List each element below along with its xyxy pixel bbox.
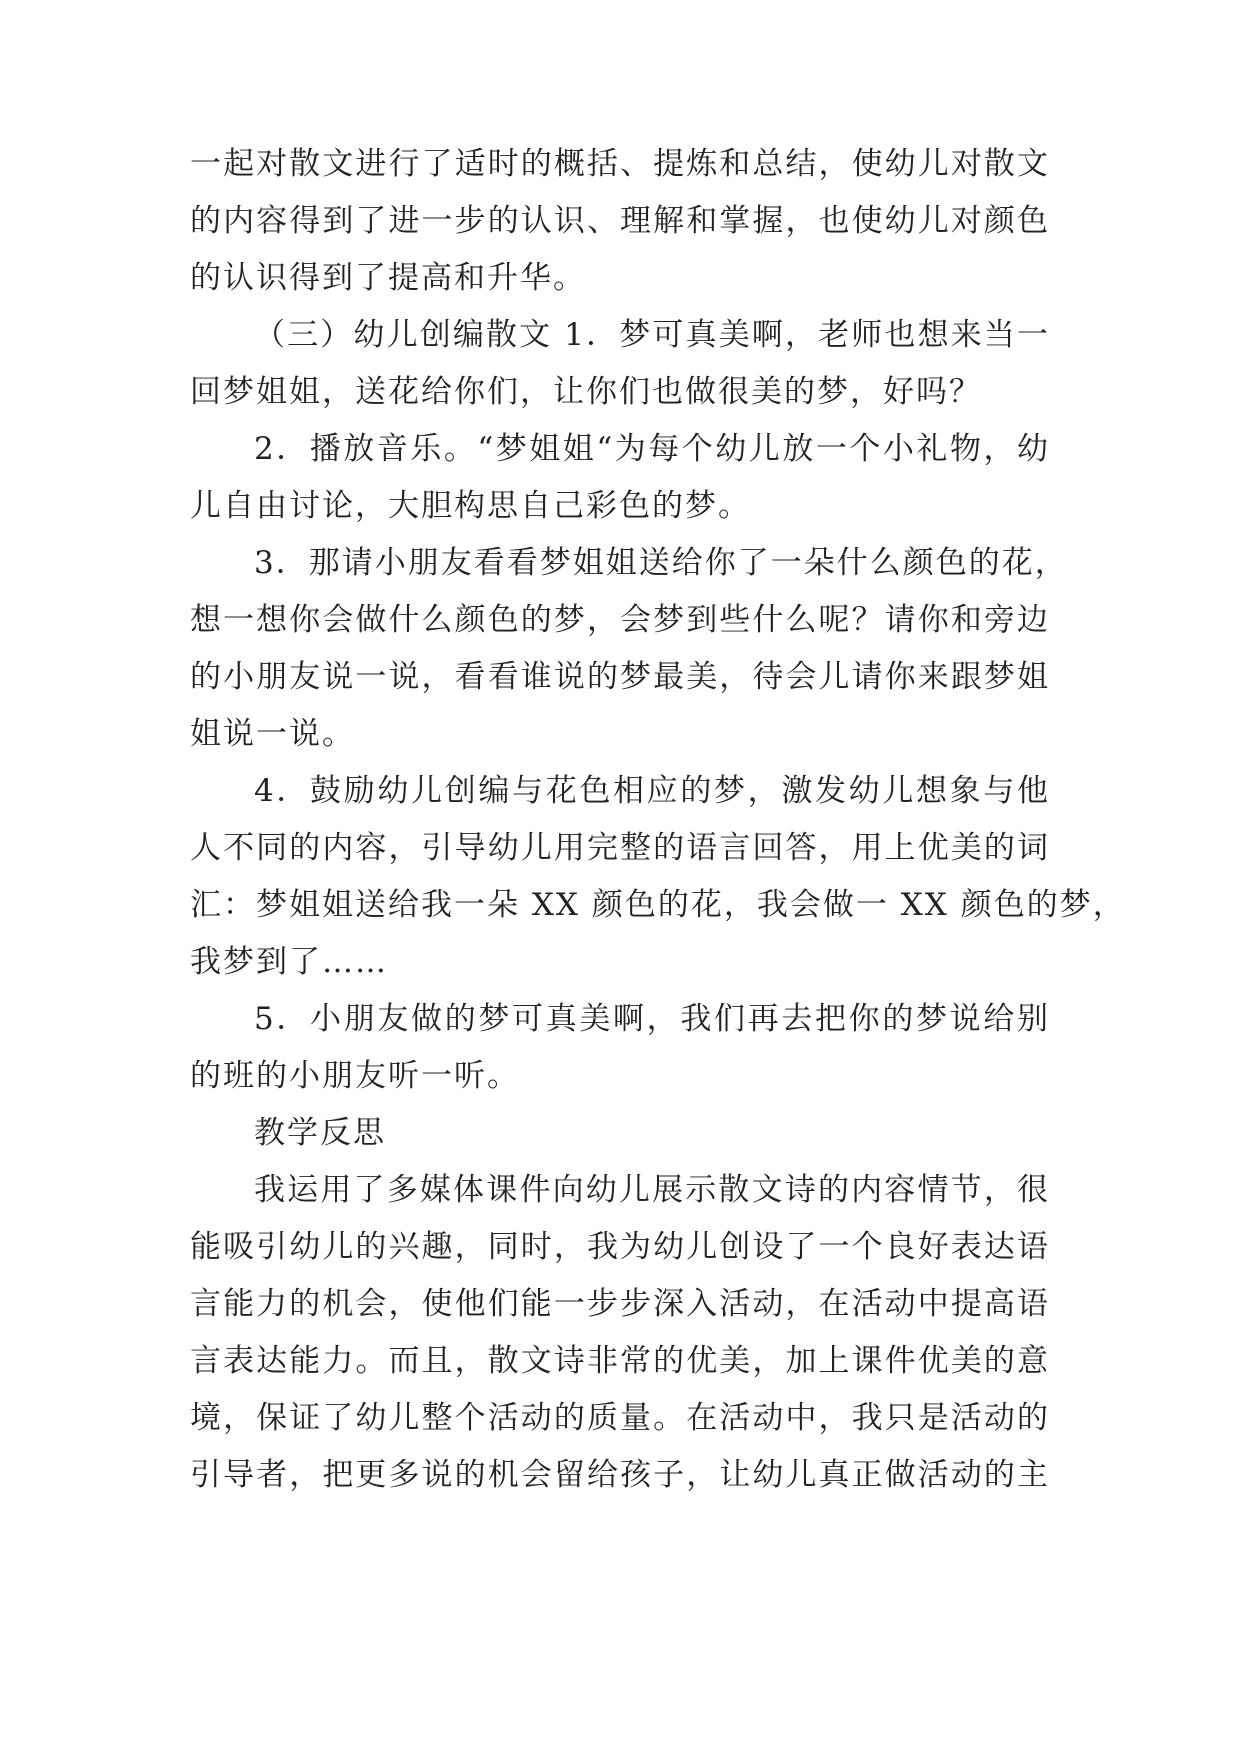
text-line: 的内容得到了进一步的认识、理解和掌握，也使幼儿对颜色 xyxy=(190,203,1050,239)
text-line: 5．小朋友做的梦可真美啊，我们再去把你的梦说给别 xyxy=(254,1001,1050,1037)
text-line: 的班的小朋友听一听。 xyxy=(190,1058,520,1094)
text-line: 回梦姐姐，送花给你们，让你们也做很美的梦，好吗？ xyxy=(190,374,982,410)
text-line: 的认识得到了提高和升华。 xyxy=(190,260,586,296)
text-line: 引导者，把更多说的机会留给孩子，让幼儿真正做活动的主 xyxy=(190,1457,1050,1493)
text-line: 姐说一说。 xyxy=(190,716,355,752)
text-line: 能吸引幼儿的兴趣，同时，我为幼儿创设了一个良好表达语 xyxy=(190,1229,1050,1265)
text-line: 我梦到了…… xyxy=(190,944,388,980)
text-line: 3．那请小朋友看看梦姐姐送给你了一朵什么颜色的花， xyxy=(254,545,1068,581)
text-line: 4．鼓励幼儿创编与花色相应的梦，激发幼儿想象与他 xyxy=(254,773,1050,809)
text-line: 2．播放音乐。“梦姐姐“为每个幼儿放一个小礼物，幼 xyxy=(254,431,1050,467)
body-text xyxy=(190,136,1126,1504)
section-heading: 教学反思 xyxy=(254,1115,386,1151)
text-line: 想一想你会做什么颜色的梦，会梦到些什么呢？请你和旁边 xyxy=(190,602,1050,638)
text-line: 一起对散文进行了适时的概括、提炼和总结，使幼儿对散文 xyxy=(190,146,1050,182)
text-line: 我运用了多媒体课件向幼儿展示散文诗的内容情节，很 xyxy=(254,1172,1050,1208)
text-line: 言能力的机会，使他们能一步步深入活动，在活动中提高语 xyxy=(190,1286,1050,1322)
text-line: 人不同的内容，引导幼儿用完整的语言回答，用上优美的词 xyxy=(190,830,1050,866)
text-line: 的小朋友说一说，看看谁说的梦最美，待会儿请你来跟梦姐 xyxy=(190,659,1050,695)
text-line: 儿自由讨论，大胆构思自己彩色的梦。 xyxy=(190,488,751,524)
text-line: 汇：梦姐姐送给我一朵 XX 颜色的花，我会做一 XX 颜色的梦， xyxy=(190,887,1126,923)
text-line: 言表达能力。而且，散文诗非常的优美，加上课件优美的意 xyxy=(190,1343,1050,1379)
text-line: 境，保证了幼儿整个活动的质量。在活动中，我只是活动的 xyxy=(190,1400,1050,1436)
section-heading-line: （三）幼儿创编散文 1．梦可真美啊，老师也想来当一 xyxy=(254,317,1050,353)
